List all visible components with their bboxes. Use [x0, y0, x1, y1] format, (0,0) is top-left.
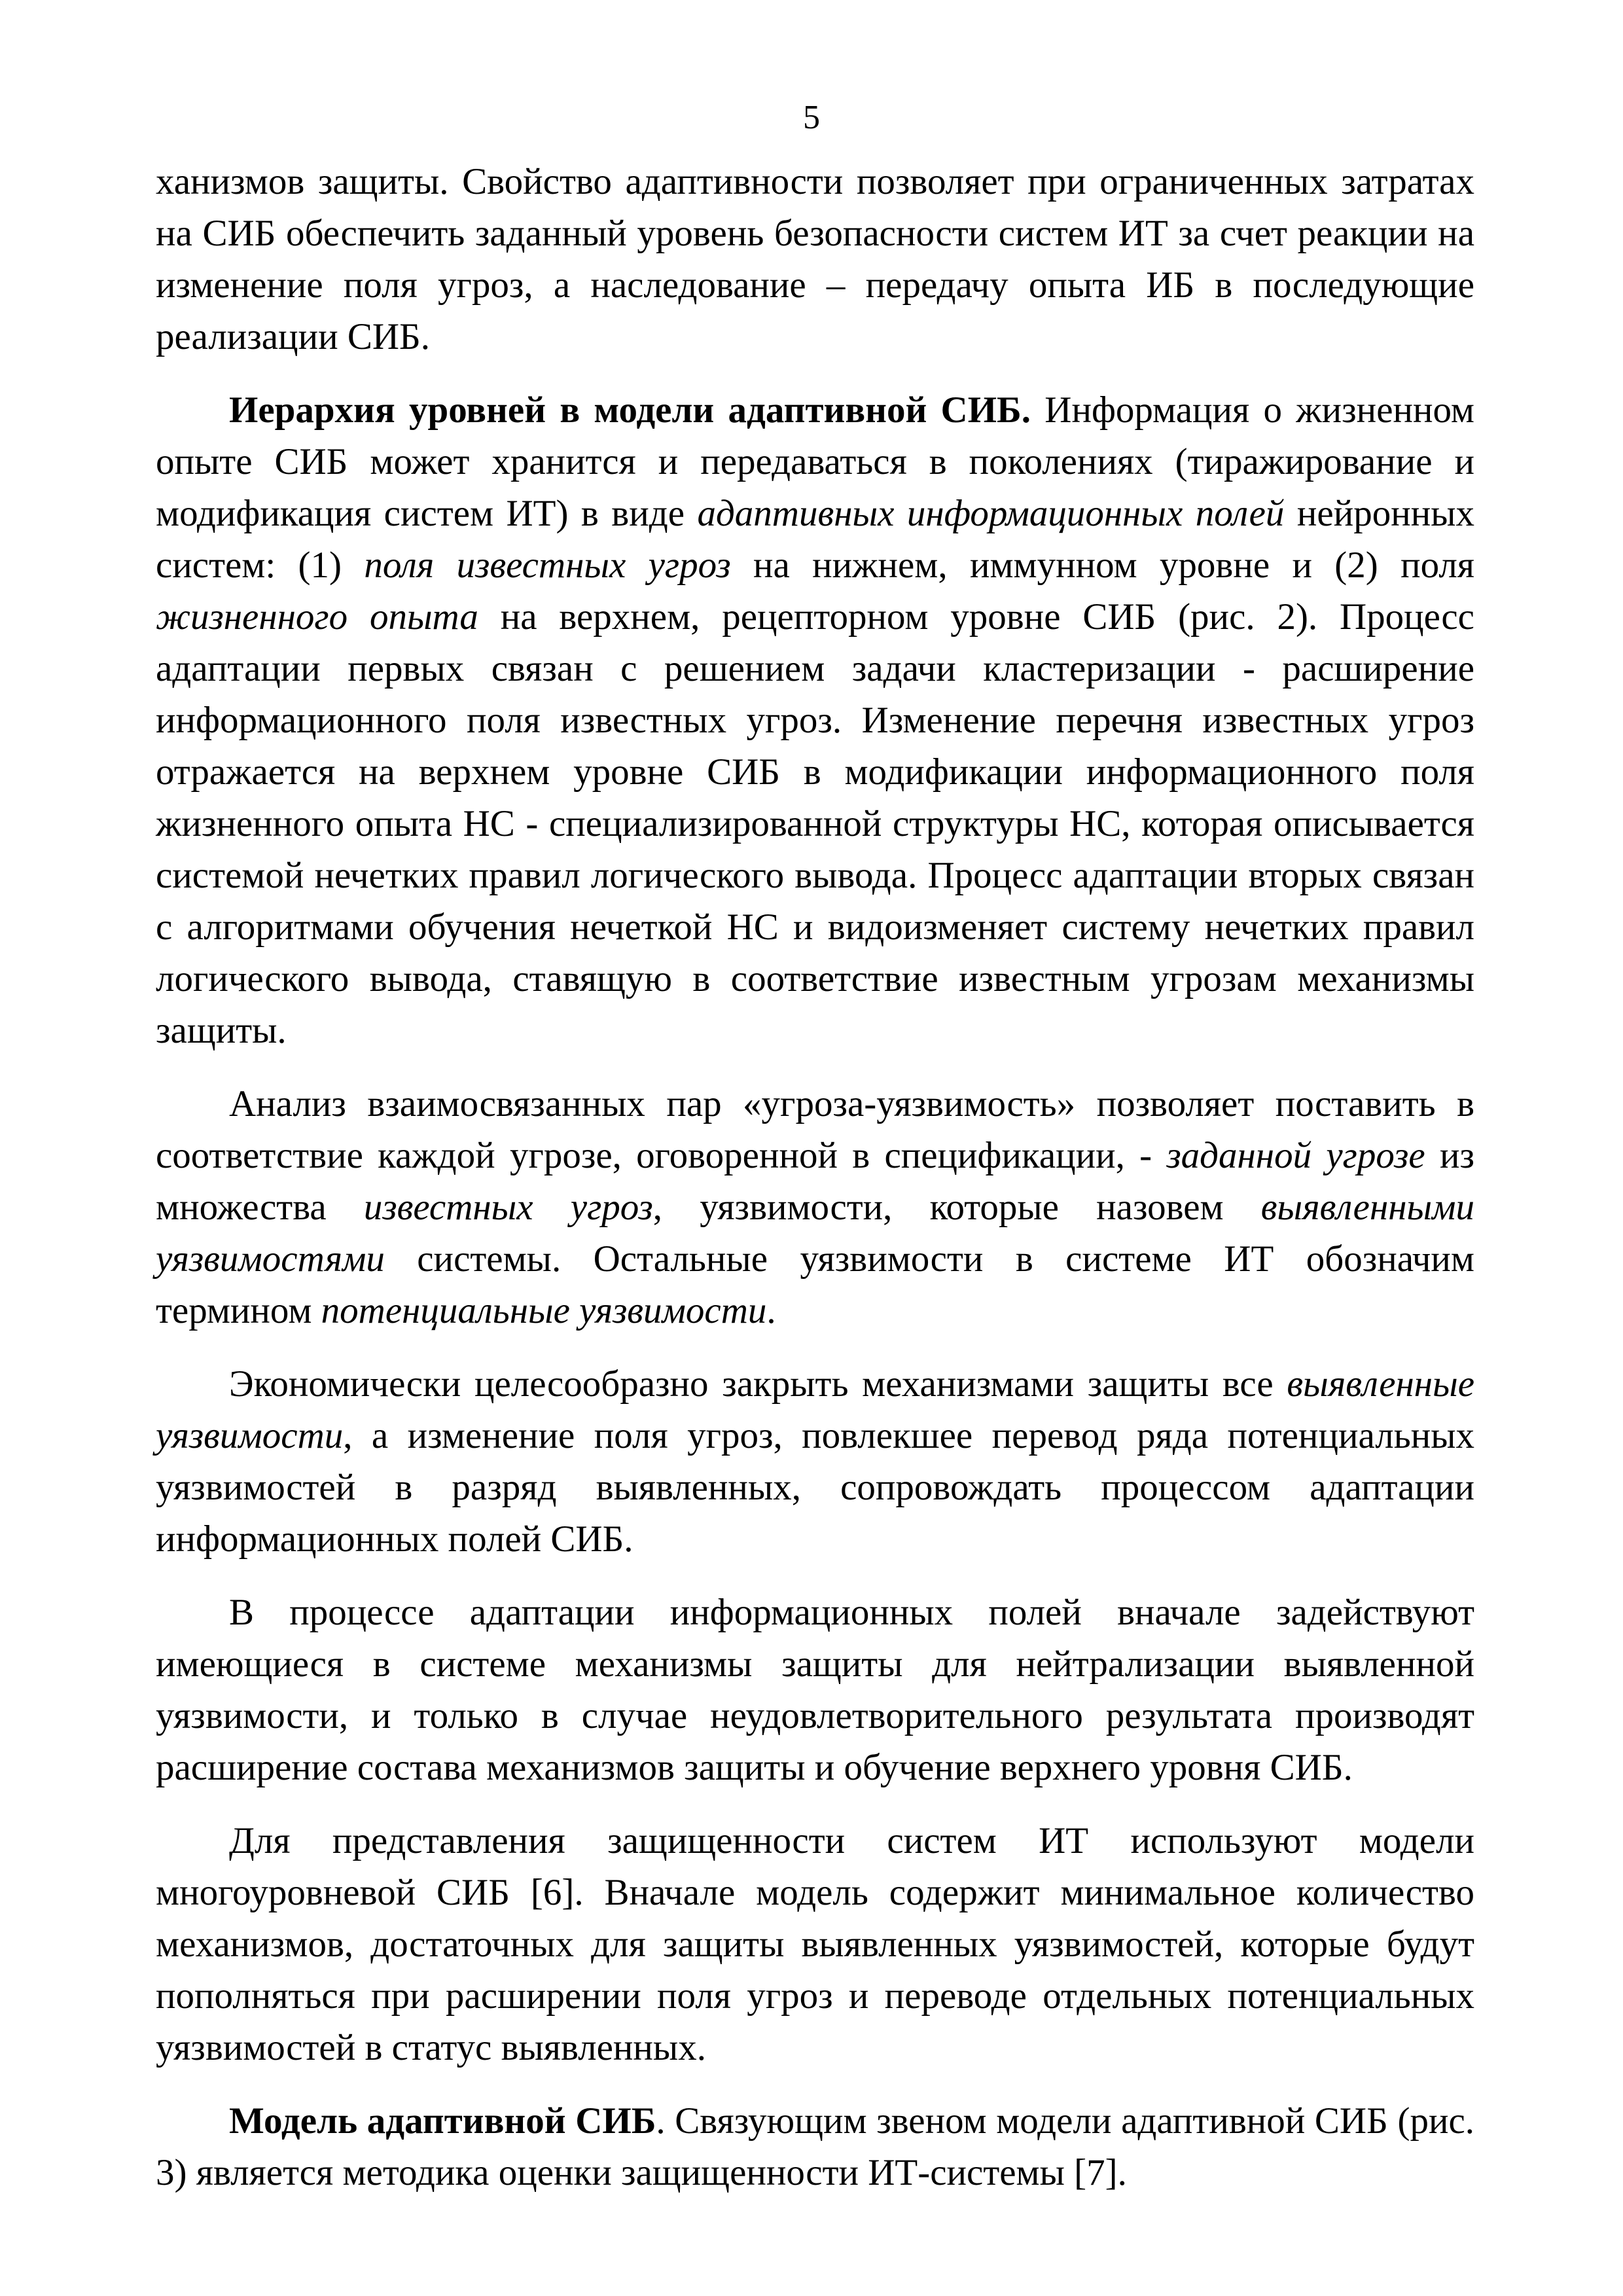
paragraph-1	[156, 156, 1474, 363]
term-known-threats-field: поля известных угроз	[364, 545, 731, 586]
paragraph-5-text: В процессе адаптации информационных полей вначале задействуют имеющиеся в системе механизмы защиты для нейтрализации выявленной уязвимости, и только в случае неудовлетворительного результата производят расширение состава механизмов защиты и обучение верхнего уровня СИБ.	[156, 1592, 1474, 1788]
term-adaptive-fields: адаптивных информационных полей	[697, 493, 1285, 534]
paragraph-6	[156, 1815, 1474, 2073]
paragraph-1-text: ханизмов защиты. Свойство адаптивности позволяет при ограниченных затратах на СИБ обеспечить заданный уровень безопасности систем ИТ за счет реакции на изменение поля угроз, а наследование – передачу опыта ИБ в последующие реализации СИБ.	[156, 161, 1474, 357]
paragraph-4-text-a: Экономически целесообразно закрыть механизмами защиты все	[229, 1363, 1287, 1405]
term-potential-vulnerabilities: потенциальные уязвимости	[321, 1290, 767, 1331]
term-identified-vulnerabilities: выявленными уязвимостями	[156, 1187, 1474, 1280]
paragraph-2	[156, 384, 1474, 1056]
paragraph-7-text: . Связующим звеном модели адаптивной СИБ (рис. 3) является методика оценки защищенности ИТ-системы [7].	[156, 2100, 1475, 2193]
paragraph-2-text-a: Информация о жизненном опыте СИБ может хранится и передаваться в поколениях (тиражирование и модификация систем ИТ) в виде	[156, 389, 1474, 534]
term-identified-vulnerabilities-2: выявленные уязвимости	[156, 1363, 1474, 1456]
section-heading-hierarchy: Иерархия уровней в модели адаптивной СИБ.	[229, 389, 1031, 431]
paragraph-4-text-b: , а изменение поля угроз, повлекшее перевод ряда потенциальных уязвимостей в разряд выявленных, сопровождать процессом адаптации информационных полей СИБ.	[156, 1415, 1474, 1560]
paragraph-3-text-a: Анализ взаимосвязанных пар «угроза-уязвимость» позволяет поставить в соответствие каждой угрозе, оговоренной в спецификации, -	[156, 1083, 1474, 1176]
paragraph-4	[156, 1358, 1474, 1565]
page-number: 5	[803, 99, 820, 136]
section-heading-model: Модель адаптивной СИБ	[229, 2100, 656, 2142]
term-given-threat: заданной угрозе	[1166, 1135, 1425, 1176]
paragraph-7	[156, 2095, 1474, 2198]
paragraph-3	[156, 1078, 1474, 1336]
paragraph-2-text-b: нейронных систем: (1)	[156, 493, 1475, 586]
paragraph-5	[156, 1587, 1474, 1793]
paragraph-3-text-e: .	[766, 1290, 776, 1331]
paragraph-3-text-c: , уязвимости, которые назовем	[652, 1187, 1261, 1228]
paragraph-2-text-d: на верхнем, рецепторном уровне СИБ (рис. 2). Процесс адаптации первых связан с решением задачи кластеризации - расширение информационного поля известных угроз. Изменение перечня известных угроз отражается на верхнем уровне СИБ в модификации информационного поля жизненного опыта НС - специализированной структуры НС, которая описывается системой нечетких правил логического вывода. Процесс адаптации вторых связан с алгоритмами обучения нечеткой НС и видоизменяет систему нечетких правил логического вывода, ставящую в соответствие известным угрозам механизмы защиты.	[156, 596, 1474, 1051]
paragraph-3-text-d: системы. Остальные уязвимости в системе ИТ обозначим термином	[156, 1238, 1474, 1331]
document-body	[156, 156, 1474, 2220]
paragraph-3-text-b: из множества	[156, 1135, 1474, 1228]
term-life-experience: жизненного опыта	[156, 596, 478, 637]
paragraph-2-text-c: на нижнем, иммунном уровне и (2) поля	[730, 545, 1474, 586]
paragraph-6-text: Для представления защищенности систем ИТ используют модели многоуровневой СИБ [6]. Вначале модель содержит минимальное количество механизмов, достаточных для защиты выявленных уязвимостей, которые будут пополняться при расширении поля угроз и переводе отдельных потенциальных уязвимостей в статус выявленных.	[156, 1820, 1474, 2068]
term-known-threats: известных угроз	[363, 1187, 653, 1228]
